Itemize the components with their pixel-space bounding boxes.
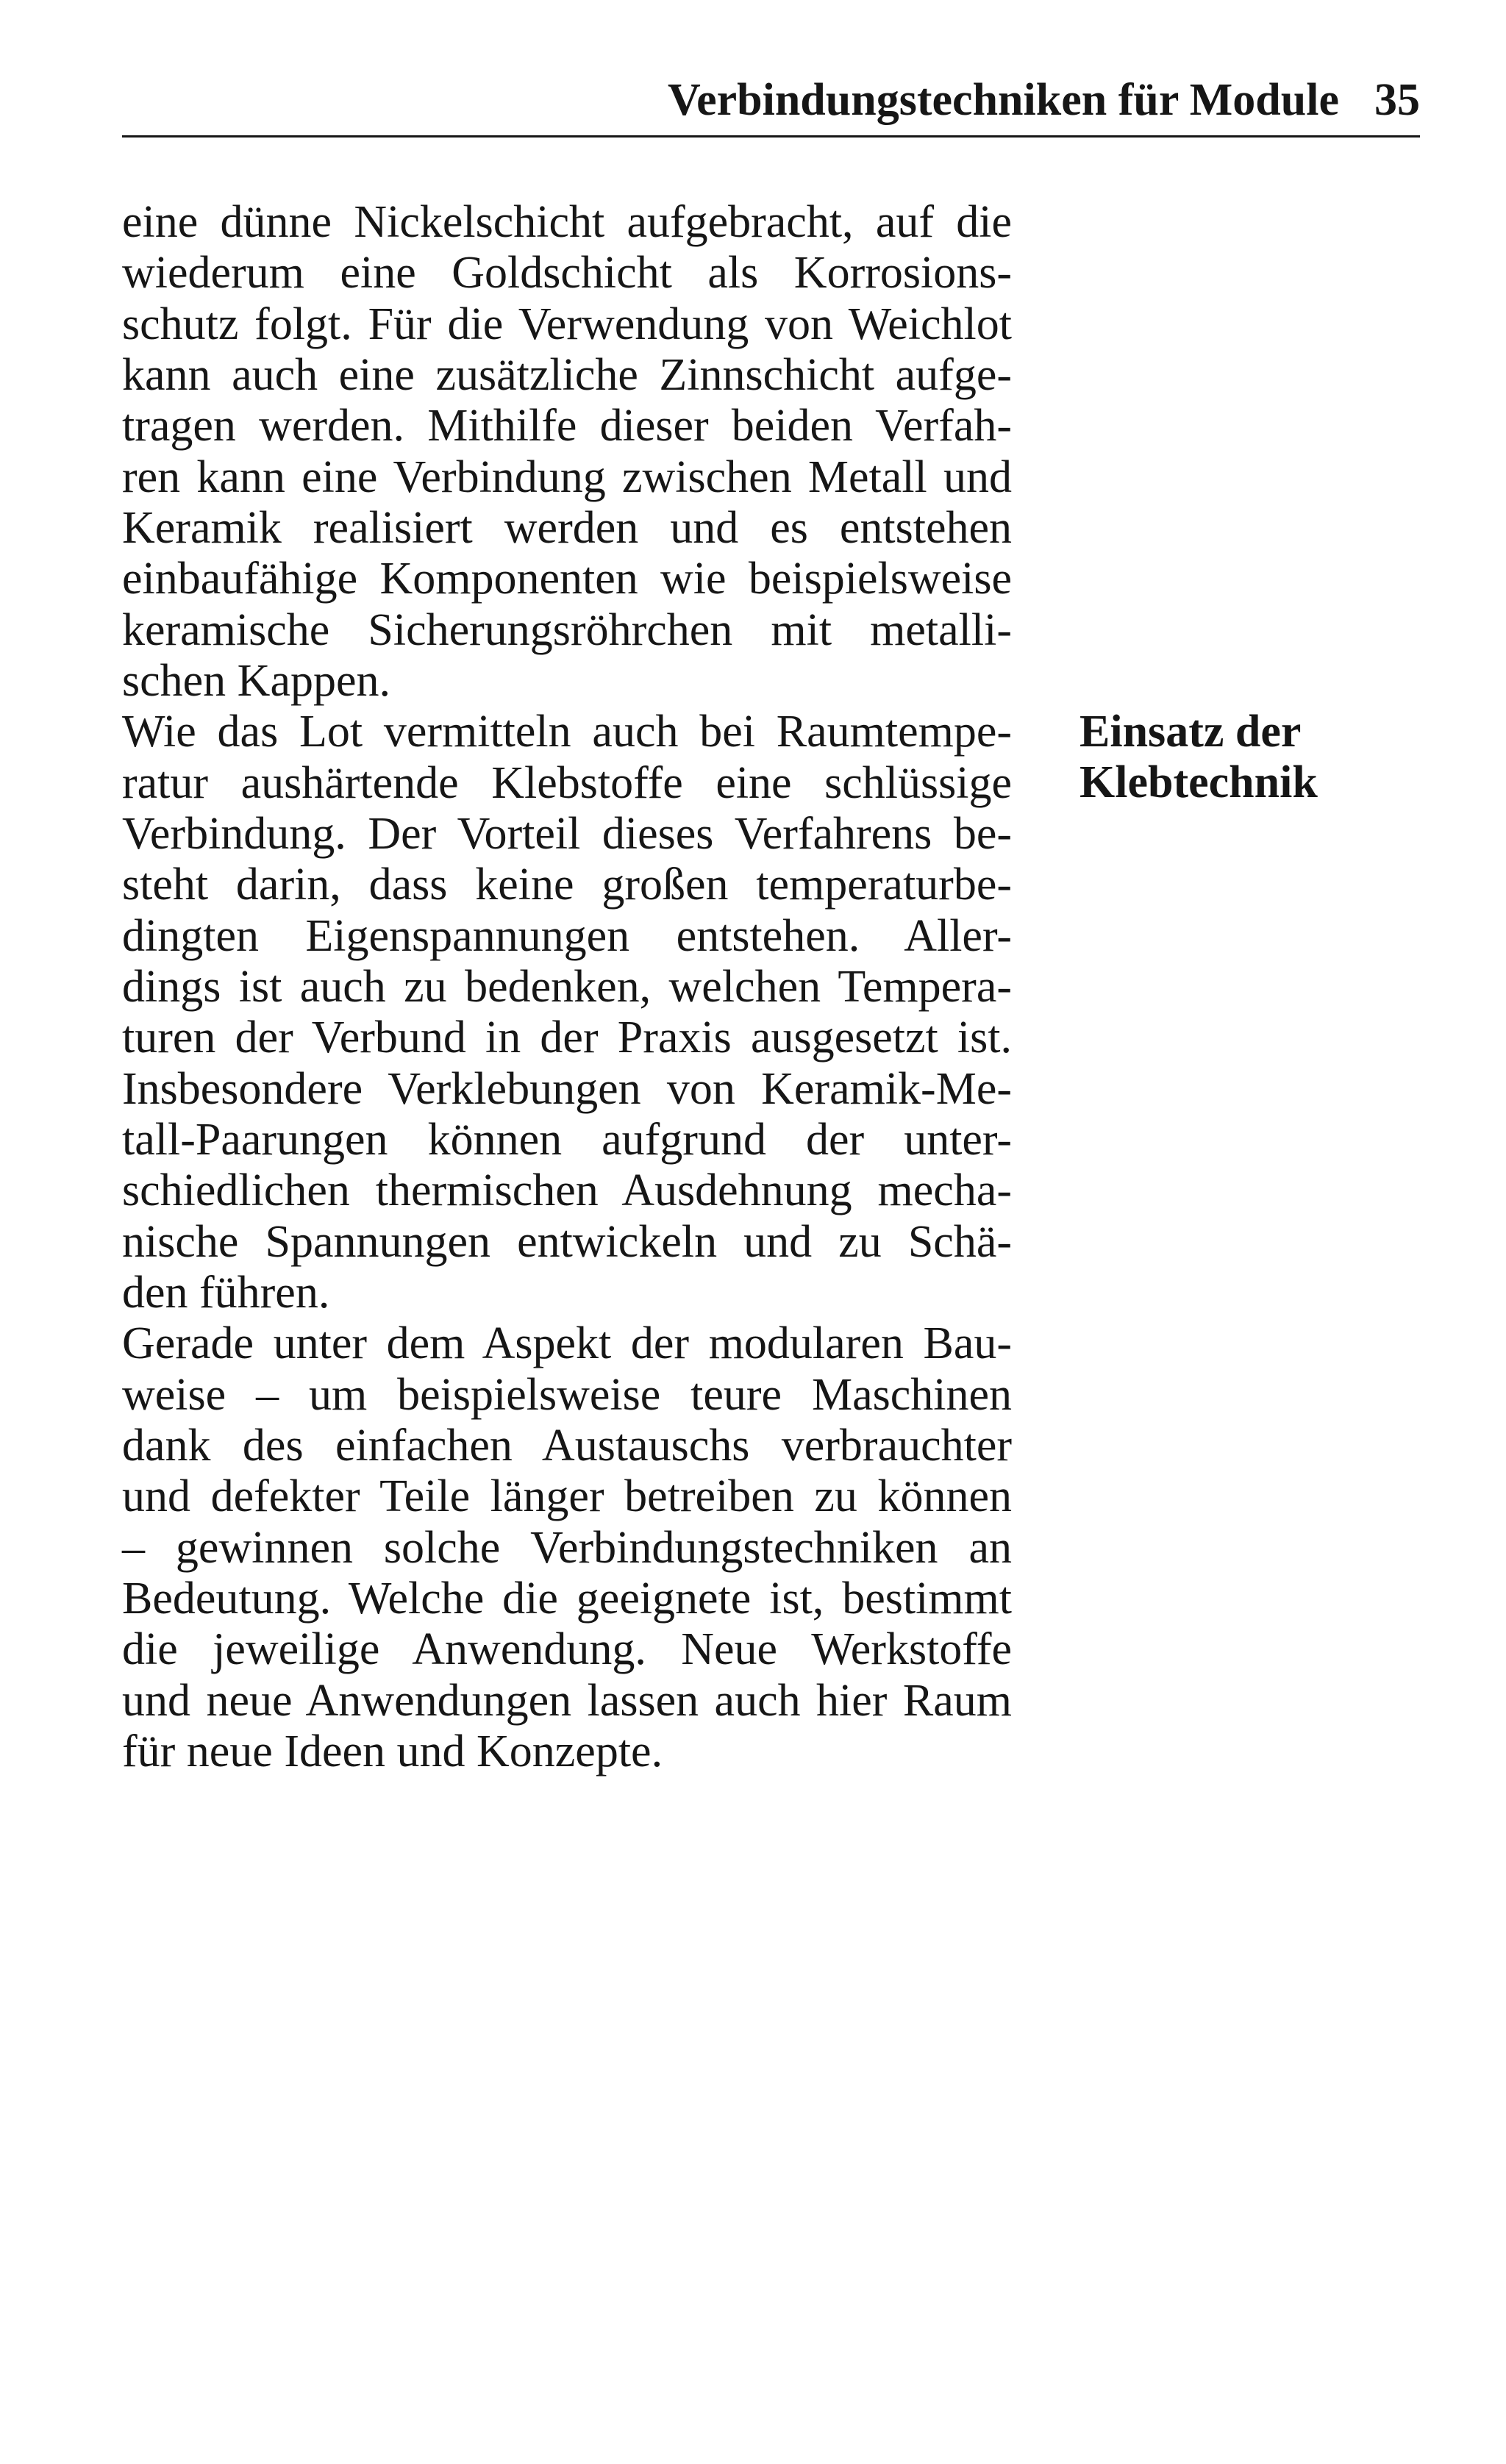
- running-header: [122, 75, 1420, 126]
- text-line: eine dünne Nickelschicht aufgebracht, auf die: [122, 197, 1012, 247]
- text-line: schiedlichen thermischen Ausdehnung mecha-: [122, 1165, 1012, 1216]
- paragraph: [122, 197, 1012, 707]
- text-line: und neue Anwendungen lassen auch hier Raum: [122, 1675, 1012, 1726]
- text-line: tall-Paarungen können aufgrund der unter-: [122, 1114, 1012, 1165]
- text-line: tragen werden. Mithilfe dieser beiden Verfah-: [122, 401, 1012, 451]
- paragraph: [122, 1318, 1012, 1777]
- margin-note-line: Einsatz der: [1079, 707, 1302, 757]
- text-line: turen der Verbund in der Praxis ausgesetzt ist.: [122, 1013, 1012, 1063]
- margin-note-line: Klebtechnik: [1079, 757, 1318, 808]
- body-text-column: [122, 197, 1012, 1777]
- text-line: Bedeutung. Welche die geeignete ist, bestimmt: [122, 1573, 1012, 1624]
- text-line: weise – um beispielsweise teure Maschinen: [122, 1369, 1012, 1420]
- text-line: Gerade unter dem Aspekt der modularen Bau-: [122, 1318, 1012, 1369]
- text-line: schen Kappen.: [122, 655, 390, 706]
- text-line: Keramik realisiert werden und es entstehen: [122, 502, 1012, 553]
- text-line: kann auch eine zusätzliche Zinnschicht aufge-: [122, 349, 1012, 400]
- running-title: Verbindungstechniken für Module: [668, 75, 1339, 125]
- text-line: den führen.: [122, 1267, 330, 1318]
- text-line: wiederum eine Goldschicht als Korrosions-: [122, 248, 1012, 299]
- text-line: ratur aushärtende Klebstoffe eine schlüssige: [122, 757, 1012, 808]
- text-line: keramische Sicherungsröhrchen mit metalli-: [122, 604, 1012, 655]
- text-line: Insbesondere Verklebungen von Keramik-Me-: [122, 1063, 1012, 1114]
- page-number: 35: [1374, 75, 1420, 125]
- margin-note: [1079, 707, 1418, 809]
- text-line: für neue Ideen und Konzepte.: [122, 1726, 663, 1776]
- text-line: steht darin, dass keine großen temperaturbe-: [122, 860, 1012, 910]
- text-line: dings ist auch zu bedenken, welchen Tempera-: [122, 961, 1012, 1012]
- text-line: einbaufähige Komponenten wie beispielsweise: [122, 554, 1012, 604]
- text-line: schutz folgt. Für die Verwendung von Weichlot: [122, 299, 1012, 349]
- text-line: dank des einfachen Austauschs verbrauchter: [122, 1420, 1012, 1471]
- text-line: Wie das Lot vermitteln auch bei Raumtempe-: [122, 707, 1012, 757]
- text-line: dingten Eigenspannungen entstehen. Aller-: [122, 910, 1012, 961]
- text-line: Verbindung. Der Vorteil dieses Verfahrens be-: [122, 808, 1012, 859]
- text-line: die jeweilige Anwendung. Neue Werkstoffe: [122, 1624, 1012, 1675]
- header-rule: [122, 135, 1420, 138]
- paragraph: [122, 707, 1012, 1318]
- text-line: nische Spannungen entwickeln und zu Schä-: [122, 1216, 1012, 1267]
- text-line: und defekter Teile länger betreiben zu können: [122, 1471, 1012, 1522]
- text-line: ren kann eine Verbindung zwischen Metall und: [122, 451, 1012, 502]
- text-line: – gewinnen solche Verbindungstechniken an: [122, 1522, 1012, 1573]
